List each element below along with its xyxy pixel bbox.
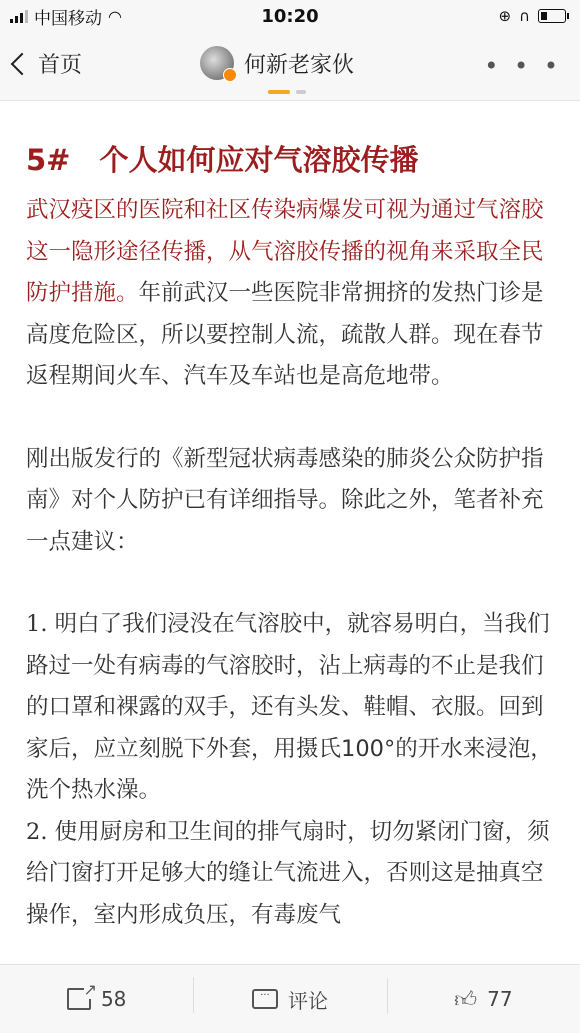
status-time: 10:20 [261,5,319,27]
bottom-toolbar [0,964,580,1033]
verified-badge-icon [223,68,237,82]
share-icon [67,988,91,1010]
more-button[interactable]: • • • [484,52,562,80]
signal-icon [10,9,28,23]
headphones-icon: ∩ [519,7,530,25]
article-heading: 5# 个人如何应对气溶胶传播 [26,143,419,177]
rotation-lock-icon: ⊕ [498,7,512,25]
status-left [0,4,122,29]
paragraph-3-text: 明白了我们浸没在气溶胶中，就容易明白，当我们路过一处有病毒的气溶胶时，沾上病毒的不止是我们的口罩和裸露的双手，还有头发、鞋帽、衣服。回到家后，应立刻脱下外套，用摄氏100°的开水来浸泡，洗个热水澡。 [26,611,553,803]
battery-icon [538,9,566,23]
list-number-2: 2. [26,818,48,845]
back-label: 首页 [38,53,83,78]
share-count: 58 [100,987,127,1011]
thumbs-up-icon: 👍︎ [454,987,478,1013]
page-indicator [268,90,306,94]
chevron-left-icon [11,52,34,75]
paragraph-4-text: 使用厨房和卫生间的排气扇时，切勿紧闭门窗，须给门窗打开足够大的缝让气流进入，否则这是抽真空操作，室内形成负压，有毒废气 [26,818,550,928]
wifi-icon: ◠ [108,6,122,26]
comment-label: 评论 [287,988,328,1013]
paragraph-1 [26,190,558,398]
paragraph-1-text: 年前武汉一些医院非常拥挤的发热门诊是高度危险区，所以要控制人流，疏散人群。现在春节返程期间火车、汽车及车站也是高危地带。 [26,280,544,389]
page-dot-active [268,90,290,94]
status-bar [0,0,580,32]
comment-icon: ··· [252,989,278,1009]
carrier-label: 中国移动 [34,8,102,29]
nav-bar [0,32,580,101]
author-info[interactable] [200,46,354,80]
back-button[interactable] [14,48,82,79]
article-body [26,140,558,936]
paragraph-3 [26,604,558,812]
author-name[interactable]: 何新老家伙 [244,52,355,78]
comment-button[interactable] [193,985,386,1014]
share-button[interactable] [0,987,193,1011]
page-dot [296,90,306,94]
like-count: 77 [487,987,513,1011]
like-button[interactable] [387,986,580,1013]
paragraph-2: 刚出版发行的《新型冠状病毒感染的肺炎公众防护指南》对个人防护已有详细指导。除此之外，笔者补充一点建议： [26,445,544,555]
status-right [498,7,580,25]
avatar[interactable] [200,46,234,80]
list-number-1: 1. [26,611,48,637]
paragraph-4 [26,812,558,937]
highlight-text: 武汉疫区的医院和社区传染病爆发可视为通过气溶胶这一隐形途径传播，从气溶胶传播的视角来采取全民防护措施。 [26,197,544,306]
